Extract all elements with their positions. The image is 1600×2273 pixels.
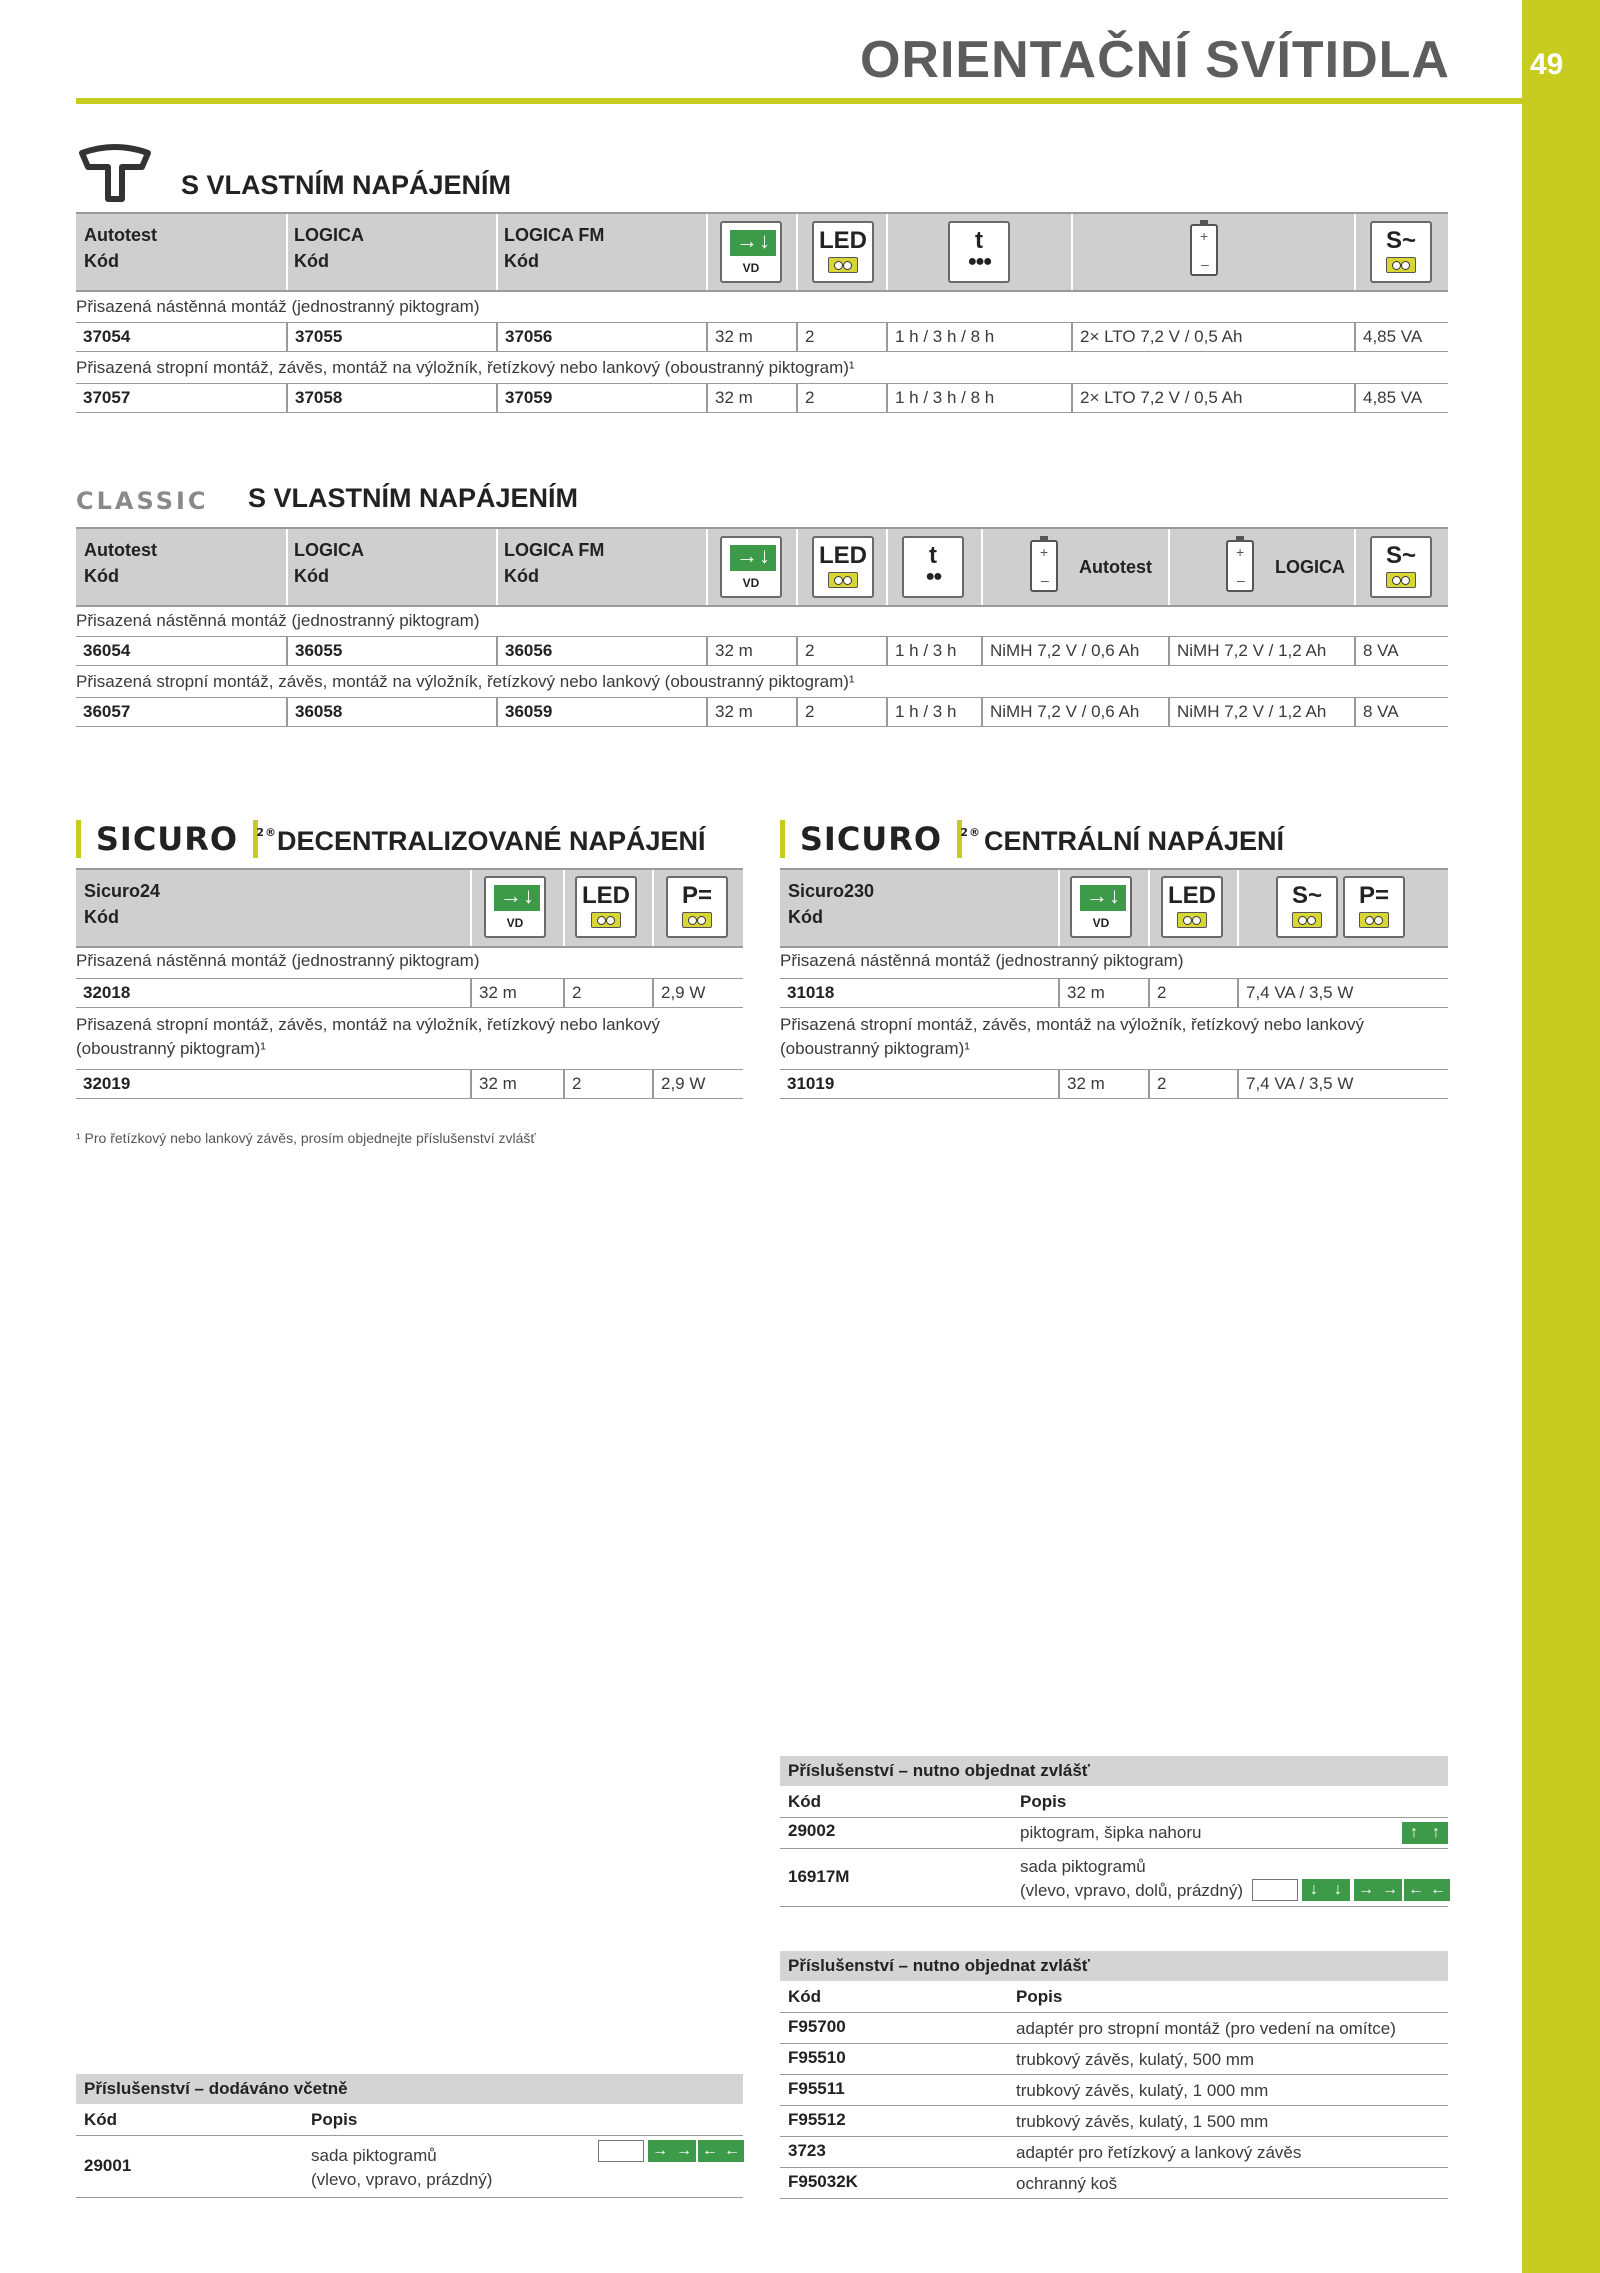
mount-caption-ceiling: Přisazená stropní montáž, závěs, montáž na výložník, řetízkový nebo lankový (oboustranný piktogram)¹ bbox=[76, 358, 855, 377]
arrow-right-icon: → bbox=[1354, 1879, 1378, 1901]
col-header-code: Kód bbox=[788, 1792, 822, 1811]
footnote: ¹ Pro řetízkový nebo lankový závěs, prosím objednejte příslušenství zvlášť bbox=[76, 1130, 536, 1146]
section-title-self-powered: S VLASTNÍM NAPÁJENÍM bbox=[181, 170, 512, 200]
table-header-classic: Autotest Kód LOGICA Kód LOGICA FM Kód bbox=[76, 527, 1448, 607]
list-item: F95700 adaptér pro stropní montáž (pro vedení na omítce) bbox=[780, 2012, 1448, 2043]
arrow-right-icon: → bbox=[648, 2140, 672, 2162]
battery-label-autotest: Autotest bbox=[1079, 557, 1152, 577]
exit-vd-icon: → ↓ VD bbox=[720, 536, 782, 598]
col-header-desc: Popis bbox=[311, 2110, 358, 2129]
power-dc-icon: P= bbox=[666, 876, 728, 938]
list-item: F95032K ochranný koš bbox=[780, 2167, 1448, 2198]
arrow-left-icon: ← bbox=[720, 2140, 744, 2162]
mount-caption-wall: Přisazená nástěnná montáž (jednostranný piktogram) bbox=[76, 951, 480, 970]
led-icon: LED bbox=[575, 876, 637, 938]
mount-caption-ceiling: Přisazená stropní montáž, závěs, montáž na výložník, řetízkový nebo lankový (oboustranný piktogram)¹ bbox=[76, 672, 855, 691]
table-row: 32018 32 m 2 2,9 W bbox=[76, 978, 743, 1008]
list-item: F95512 trubkový závěs, kulatý, 1 500 mm bbox=[780, 2105, 1448, 2136]
mount-caption-wall: Přisazená nástěnná montáž (jednostranný piktogram) bbox=[76, 297, 480, 316]
mount-caption-ceiling: Přisazená stropní montáž, závěs, montáž na výložník, řetízkový nebo lankový (oboustranný piktogram)¹ bbox=[76, 1015, 660, 1058]
power-dc-icon: P= bbox=[1343, 876, 1405, 938]
exit-vd-icon: → ↓ VD bbox=[720, 221, 782, 283]
table-row: 32019 32 m 2 2,9 W bbox=[76, 1069, 743, 1099]
col-header-desc: Popis bbox=[1016, 1987, 1063, 2006]
list-item: 16917M sada piktogramů (vlevo, vpravo, dolů, prázdný) ↓ ↓ → → ← ← bbox=[780, 1848, 1448, 1906]
table-row: 36057 36058 36059 32 m 2 1 h / 3 h NiMH 7,2 V / 0,6 Ah NiMH 7,2 V / 1,2 Ah 8 VA bbox=[76, 697, 1448, 727]
led-icon: LED bbox=[1161, 876, 1223, 938]
exit-vd-icon: → ↓ VD bbox=[1070, 876, 1132, 938]
table-row: 31018 32 m 2 7,4 VA / 3,5 W bbox=[780, 978, 1448, 1008]
led-icon: LED bbox=[812, 536, 874, 598]
mount-caption-ceiling: Přisazená stropní montáž, závěs, montáž na výložník, řetízkový nebo lankový (oboustranný piktogram)¹ bbox=[780, 1015, 1364, 1058]
arrow-left-icon: ← bbox=[1426, 1879, 1450, 1901]
battery-label-logica: LOGICA bbox=[1275, 557, 1345, 577]
arrow-right-icon: → bbox=[672, 2140, 696, 2162]
col-header-desc: Popis bbox=[1020, 1792, 1067, 1811]
mount-caption-wall: Přisazená nástěnná montáž (jednostranný piktogram) bbox=[780, 951, 1184, 970]
page-number: 49 bbox=[1530, 48, 1564, 81]
section-title-central: CENTRÁLNÍ NAPÁJENÍ bbox=[984, 826, 1285, 856]
arrow-up-icon: ↑ bbox=[1424, 1822, 1448, 1844]
table-row: 37057 37058 37059 32 m 2 1 h / 3 h / 8 h 2× LTO 7,2 V / 0,5 Ah 4,85 VA bbox=[76, 383, 1448, 413]
accessories-included-header: Příslušenství – dodáváno včetně bbox=[76, 2074, 743, 2104]
arrow-down-icon: ↓ bbox=[1326, 1879, 1350, 1901]
arrow-left-icon: ← bbox=[1404, 1879, 1428, 1901]
duration-icon: t ●● bbox=[902, 536, 964, 598]
page-sidebar-band bbox=[1522, 0, 1600, 2273]
power-ac-icon: S~ bbox=[1276, 876, 1338, 938]
led-icon: LED bbox=[812, 221, 874, 283]
section-title-decentralized: DECENTRALIZOVANÉ NAPÁJENÍ bbox=[277, 826, 706, 856]
power-ac-icon: S~ bbox=[1370, 536, 1432, 598]
table-header-sicuro24: Sicuro24 Kód bbox=[76, 868, 743, 948]
classic-logo: CLASSIC bbox=[76, 487, 209, 515]
list-item: F95510 trubkový závěs, kulatý, 500 mm bbox=[780, 2043, 1448, 2074]
accessories-header: Příslušenství – nutno objednat zvlášť bbox=[780, 1951, 1448, 1981]
arrow-down-icon: ↓ bbox=[1302, 1879, 1326, 1901]
table-row: 36054 36055 36056 32 m 2 1 h / 3 h NiMH 7,2 V / 0,6 Ah NiMH 7,2 V / 1,2 Ah 8 VA bbox=[76, 636, 1448, 666]
sicuro-logo: SICURO 2® bbox=[780, 820, 962, 858]
accessories-header: Příslušenství – nutno objednat zvlášť bbox=[780, 1756, 1448, 1786]
list-item: 3723 adaptér pro řetízkový a lankový závěs bbox=[780, 2136, 1448, 2167]
arrow-right-icon: → bbox=[1378, 1879, 1402, 1901]
section-title-classic: S VLASTNÍM NAPÁJENÍM bbox=[248, 483, 579, 513]
exit-vd-icon: → ↓ VD bbox=[484, 876, 546, 938]
t-brand-logo-icon bbox=[76, 143, 154, 205]
blank-picto-icon bbox=[1252, 1879, 1298, 1901]
power-ac-icon: S~ bbox=[1370, 221, 1432, 283]
page-title: ORIENTAČNÍ SVÍTIDLA bbox=[859, 31, 1450, 89]
table-row: 31019 32 m 2 7,4 VA / 3,5 W bbox=[780, 1069, 1448, 1099]
blank-picto-icon bbox=[598, 2140, 644, 2162]
battery-icon bbox=[1030, 540, 1058, 592]
battery-icon bbox=[1190, 224, 1218, 276]
table-header-sicuro230: Sicuro230 Kód bbox=[780, 868, 1448, 948]
mount-caption-wall: Přisazená nástěnná montáž (jednostranný piktogram) bbox=[76, 611, 480, 630]
list-item: F95511 trubkový závěs, kulatý, 1 000 mm bbox=[780, 2074, 1448, 2105]
exit-picto-icon: ↑ bbox=[1402, 1822, 1426, 1844]
table-row: 37054 37055 37056 32 m 2 1 h / 3 h / 8 h 2× LTO 7,2 V / 0,5 Ah 4,85 VA bbox=[76, 322, 1448, 352]
list-item: 29001 sada piktogramů (vlevo, vpravo, prázdný) → → ← ← bbox=[76, 2135, 743, 2197]
sicuro-logo: SICURO 2® bbox=[76, 820, 258, 858]
battery-icon bbox=[1226, 540, 1254, 592]
title-rule bbox=[76, 98, 1522, 104]
table-header-self-powered: Autotest Kód LOGICA Kód LOGICA FM Kód bbox=[76, 212, 1448, 292]
list-item: 29002 piktogram, šipka nahoru ↑ ↑ bbox=[780, 1817, 1448, 1847]
arrow-left-icon: ← bbox=[698, 2140, 722, 2162]
duration-icon: t ●●● bbox=[948, 221, 1010, 283]
col-header-code: Kód bbox=[84, 2110, 118, 2129]
col-header-code: Kód bbox=[788, 1987, 822, 2006]
